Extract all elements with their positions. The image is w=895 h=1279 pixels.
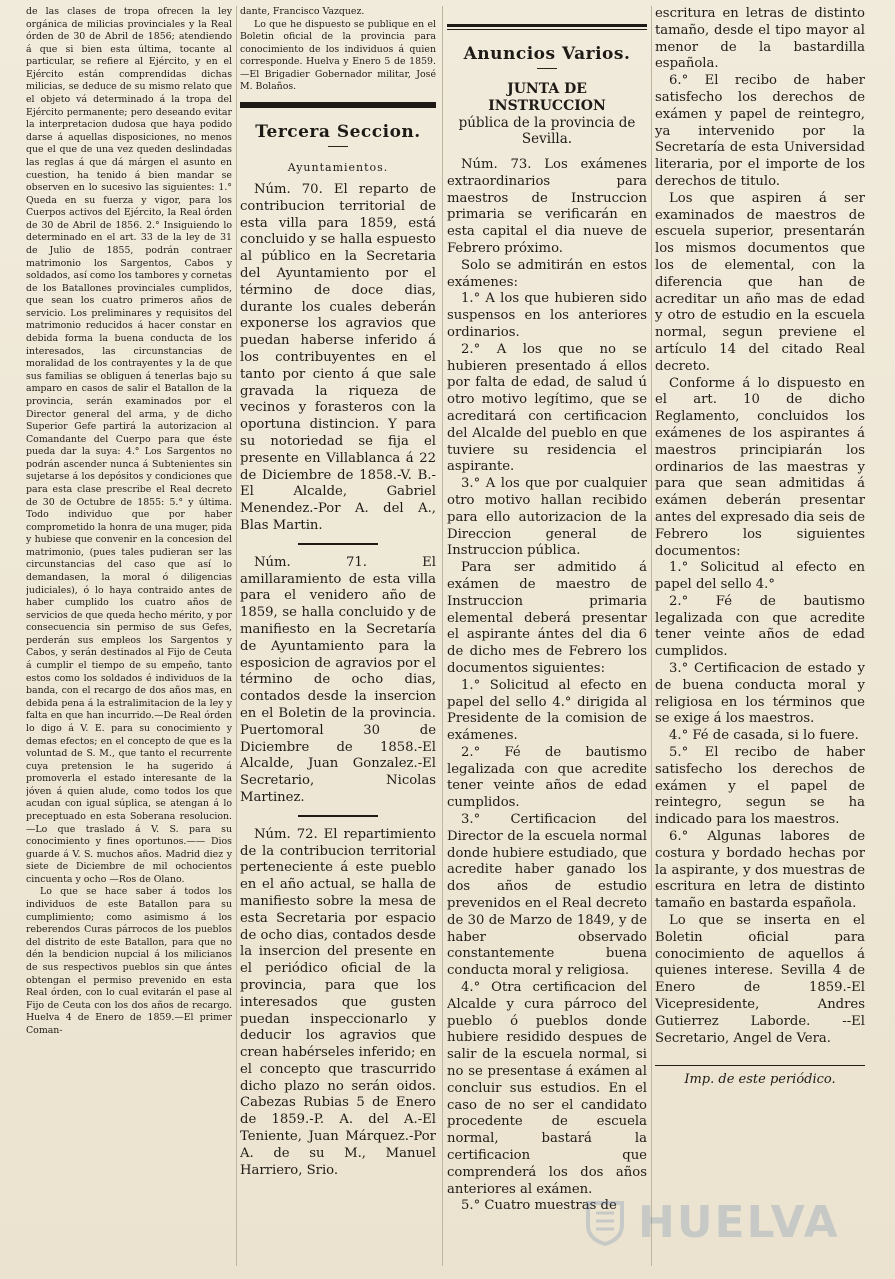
article-text: Los que aspiren á ser examinados de maestros de escuela superior, presentarán los mismos documentos que los de elemental, con la diferencia que han de acreditar un año mas de edad y otro de estudio en la escuela normal, segun previene el artículo 14 del citado Real decreto. [655, 190, 865, 374]
article-text: 1.° A los que hubieren sido suspensos en los anteriores ordinarios. [447, 291, 647, 340]
column-4 [655, 6, 865, 1087]
article-text: 1.° Solicitud al efecto en papel del sello 4.° [655, 560, 865, 593]
article-text: 3.° A los que por cualquier otro motivo hallan recibido para ello autorizacion de la Direccion general de Instruccion pública. [447, 476, 647, 559]
article-text: 6.° El recibo de haber satisfecho los derechos de exámen y papel de reintegro, ya intervenido por la Secretaría de esta Universidad literaria, por el importe de los derechos de titulo. [655, 73, 865, 189]
imprint-footer: Imp. de este periódico. [684, 1072, 836, 1088]
article-text: 3.° Certificacion de estado y de buena conducta moral y religiosa en los términos que se exige á los maestros. [655, 661, 865, 727]
article-text: Lo que se hace saber á todos los individuos de este Batallon para su cumplimiento; como asimismo á los reberendos Curas párrocos de los pueblos del distrito de este Batallon, para que no dén la bendicion nupcial á los milicianos de sus respectivos pueblos sin que ántes obtengan el permiso prevenido en esta Real órden, con lo cual evitarán el pase al Fijo de Ceuta con los dos años de recargo. Huelva 4 de Enero de 1859.—El primer Coman- [26, 886, 232, 1036]
article-text: 2.° Fé de bautismo legalizada con que acredite tener veinte años de edad cumplidos. [447, 744, 647, 811]
article-text: 3.° Certificacion del Director de la escuela normal donde hubiere estudiado, que acredite haber ganado los dos años de estudio prevenidos en el Real decreto de 30 de Marzo de 1849, y de haber observado constantemente buena conducta moral y religiosa. [447, 812, 647, 979]
column-divider [442, 6, 443, 1266]
article-text: Para ser admitido á exámen de maestro de Instruccion primaria elemental deberá presentar el aspirante ántes del dia 6 de dicho mes de Febrero los documentos siguientes: [447, 560, 647, 676]
notice-73: Núm. 73. Los exámenes extraordinarios para maestros de Instruccion primaria se verificarán en esta capital el dia nueve de Febrero próximo. [447, 157, 647, 256]
notice-70: Núm. 70. El reparto de contribucion territorial de esta villa para 1859, está concluido y se halla espuesto al público en la Secretaria del Ayuntamiento por el término de doce dias, durante los cuales deberán exponerse los agravios que puedan haberse inferido á los contribuyentes en el tanto por ciento á que sale gravada la riqueza de vecinos y forasteros con la oportuna distincion. Y para su notoriedad se fija el presente en Villablanca á 22 de Diciembre de 1858.-V. B.- El Alcalde, Gabriel Menendez.-Por A. del A., Blas Martin. [240, 182, 436, 533]
notice-72: Núm. 72. El repartimiento de la contribucion territorial perteneciente á este pueblo en el año actual, se halla de manifiesto sobre la mesa de esta Secretaria por espacio de ocho dias, contados desde la insercion del presente en el periódico oficial de la provincia, para que los interesados que gusten puedan inspeccionarlo y deducir los agravios que crean habérseles inferido; en el concepto que trascurrido dicho plazo no serán oidos. Cabezas Rubias 5 de Enero de 1859.-P. A. del A.-El Teniente, Juan Márquez.-Por A. de su M., Manuel Harriero, Srio. [240, 826, 436, 1178]
section-rule [240, 102, 436, 108]
column-divider [651, 6, 652, 1266]
footer-rule [655, 1065, 865, 1066]
divider [537, 68, 557, 69]
column-divider [236, 6, 237, 1266]
article-text: escritura en letras de distinto tamaño, desde el tipo mayor al menor de la bastardilla española. [655, 6, 865, 72]
article-text: Solo se admitirán en estos exámenes: [447, 257, 647, 290]
divider [298, 815, 378, 817]
divider [328, 146, 348, 147]
column-1 [26, 6, 232, 1037]
junta-subtitle: pública de la provincia de Sevilla. [458, 115, 636, 147]
section-rule [447, 24, 647, 30]
article-text: 4.° Fé de casada, si lo fuere. [669, 728, 859, 744]
article-text: Lo que se inserta en el Boletin oficial para conocimiento de aquellos á quienes interese. Sevilla 4 de Enero de 1859.-El Vicepresidente, Andres Gutierrez Laborde. --El Secretario, Angel de Vera. [655, 913, 865, 1046]
watermark-text: HUELVA [638, 1196, 840, 1248]
article-text: 6.° Algunas labores de costura y bordado hechas por la aspirante, y dos muestras de escritura en letra de distinto tamaño en bastarda española. [655, 829, 865, 912]
subsection-title: Ayuntamientos. [287, 161, 389, 175]
article-text: de las clases de tropa ofrecen la ley orgánica de milicias provinciales y la Real órden de 30 de Abril de 1856; atendiendo á que si bien esta última, tocante al particular, se refiere al Ejército, y en el Ejército están comprendidas dichas milicias, se deduce de su mismo relato que el objeto vá determinado á la tropa del Ejército permanente; pero deseando evitar la interpretacion dudosa que haya podido darse á aquellas disposiciones, no menos que el que de una vez queden deslindadas las reglas á que dá márgen el asunto en cuestion, ha tenido á bien mandar se observen en lo sucesivo las siguientes: 1.° Queda en su fuerza y vigor, para los Cuerpos activos del Ejército, la Real órden de 30 de Abril de 1856. 2.° Insiguiendo lo determinado en el art. 33 de la ley de 31 de Julio de 1855, podrán contraer matrimonio los Sargentos, Cabos y soldados, así como los tambores y cornetas de los Batallones provinciales cumplidos, que sean los cuatro primeros años de servicio. Los preliminares y requisitos del matrimonio reducidos á hacer constar en debida forma la buena conducta de los interesados, las circunstancias de moralidad de los contrayentes y la de que sus familias se obliguen á tenerlas bajo su amparo en casos de salir el Batallon de la provincia, serán examinados por el Director general del arma, y de dicho Superior Gefe partirá la autorizacion al Comandante del Cuerpo para que éste pueda dar la suya: 4.° Los Sargentos no podrán ascender nunca á Subtenientes sin sujetarse á los depósitos y condiciones que para esta clase prescribe el Real decreto de 30 de Octubre de 1855: 5.° y última. Todo individuo que por haber comprometido la honra de una muger, pida y hubiese que convenir en la concesion del matrimonio, (pues tales pudieran ser las circunstancias del caso que así lo demandasen, la moral ó diligencias judiciales), ó lo haya contraido antes de haber cumplido los cuatro años de servicios de que queda hecho mérito, y por consecuencia sin permiso de sus Gefes, perderán sus empleos los Sargentos y Cabos, y serán destinados al Fijo de Ceuta á cumplir el tiempo de su empeño, tanto estos como los soldados é individuos de la banda, con el recargo de dos años mas, en debida pena á la estralimitacion de la ley y falta en que han incurrido.—De Real órden lo digo á V. E. para su conocimiento y demas efectos; en el concepto de que es la voluntad de S. M., que tanto el recurrente cuya pretension le ha sugerido á promoverla el estado interesante de la jóven á quien alude, como todos los que acudan con igual súplica, se atengan á lo preceptuado en esta Soberana resolucion.—Lo que traslado á V. S. para su conocimiento y fines oportunos.—— Dios guarde á V. S. muchos años. Madrid diez y siete de Diciembre de mil ochocientos cincuenta y ocho —Ros de Olano. [26, 6, 232, 885]
crest-icon [580, 1197, 630, 1247]
junta-title: JUNTA DE INSTRUCCION [488, 81, 606, 114]
article-text: 1.° Solicitud al efecto en papel del sello 4.° dirigida al Presidente de la comision de exámenes. [447, 677, 647, 744]
column-2 [240, 6, 436, 1179]
column-3 [447, 6, 647, 1215]
section-title: Tercera Seccion. [255, 122, 421, 143]
article-text: Conforme á lo dispuesto en el art. 10 de dicho Reglamento, concluidos los exámenes de los aspirantes á maestros principiarán los ordinarios de las maestras y para que sean admitidas á exámen deberán presentar antes del expresado dia seis de Febrero los siguientes documentos: [655, 375, 865, 559]
article-text: 5.° Cuatro muestras de [461, 1198, 617, 1214]
article-text: 2.° Fé de bautismo legalizada con que acredite tener veinte años de edad cumplidos. [655, 593, 865, 660]
notice-71: Núm. 71. El amillaramiento de esta villa para el venidero año de 1859, se halla concluido y de manifiesto en la Secretaría de Ayuntamiento para la esposicion de agravios por el término de ocho dias, contados desde la insercion en el Boletin de la provincia. Puertomoral 30 de Diciembre de 1858.-El Alcalde, Juan Gonzalez.-El Secretario, Nicolas Martinez. [240, 554, 436, 805]
divider [298, 543, 378, 545]
article-text: 4.° Otra certificacion del Alcalde y cura párroco del pueblo ó pueblos donde hubiere residido despues de salir de la escuela normal, si no se presentase á exámen al concluir sus estudios. En el caso de no ser el candidato procedente de escuela normal, bastará la certificacion que comprenderá los dos años anteriores al exámen. [447, 980, 647, 1197]
archive-watermark [580, 1192, 840, 1252]
article-text: Lo que he dispuesto se publique en el Boletin oficial de la provincia para conocimiento de los individuos á quien corresponde. Huelva y Enero 5 de 1859.—El Brigadier Gobernador militar, José M. Bolaños. [240, 18, 436, 93]
article-text: dante, Francisco Vazquez. [240, 6, 365, 17]
article-text: 2.° A los que no se hubieren presentado á ellos por falta de edad, de salud ú otro motivo legítimo, que se acreditará con certificacion del Alcalde del pueblo en que tuviere su residencia el aspirante. [447, 341, 647, 475]
article-text: 5.° El recibo de haber satisfecho los derechos de exámen y el papel de reintegro, segun se ha indicado para los maestros. [655, 745, 865, 828]
section-title: Anuncios Varios. [463, 44, 631, 64]
